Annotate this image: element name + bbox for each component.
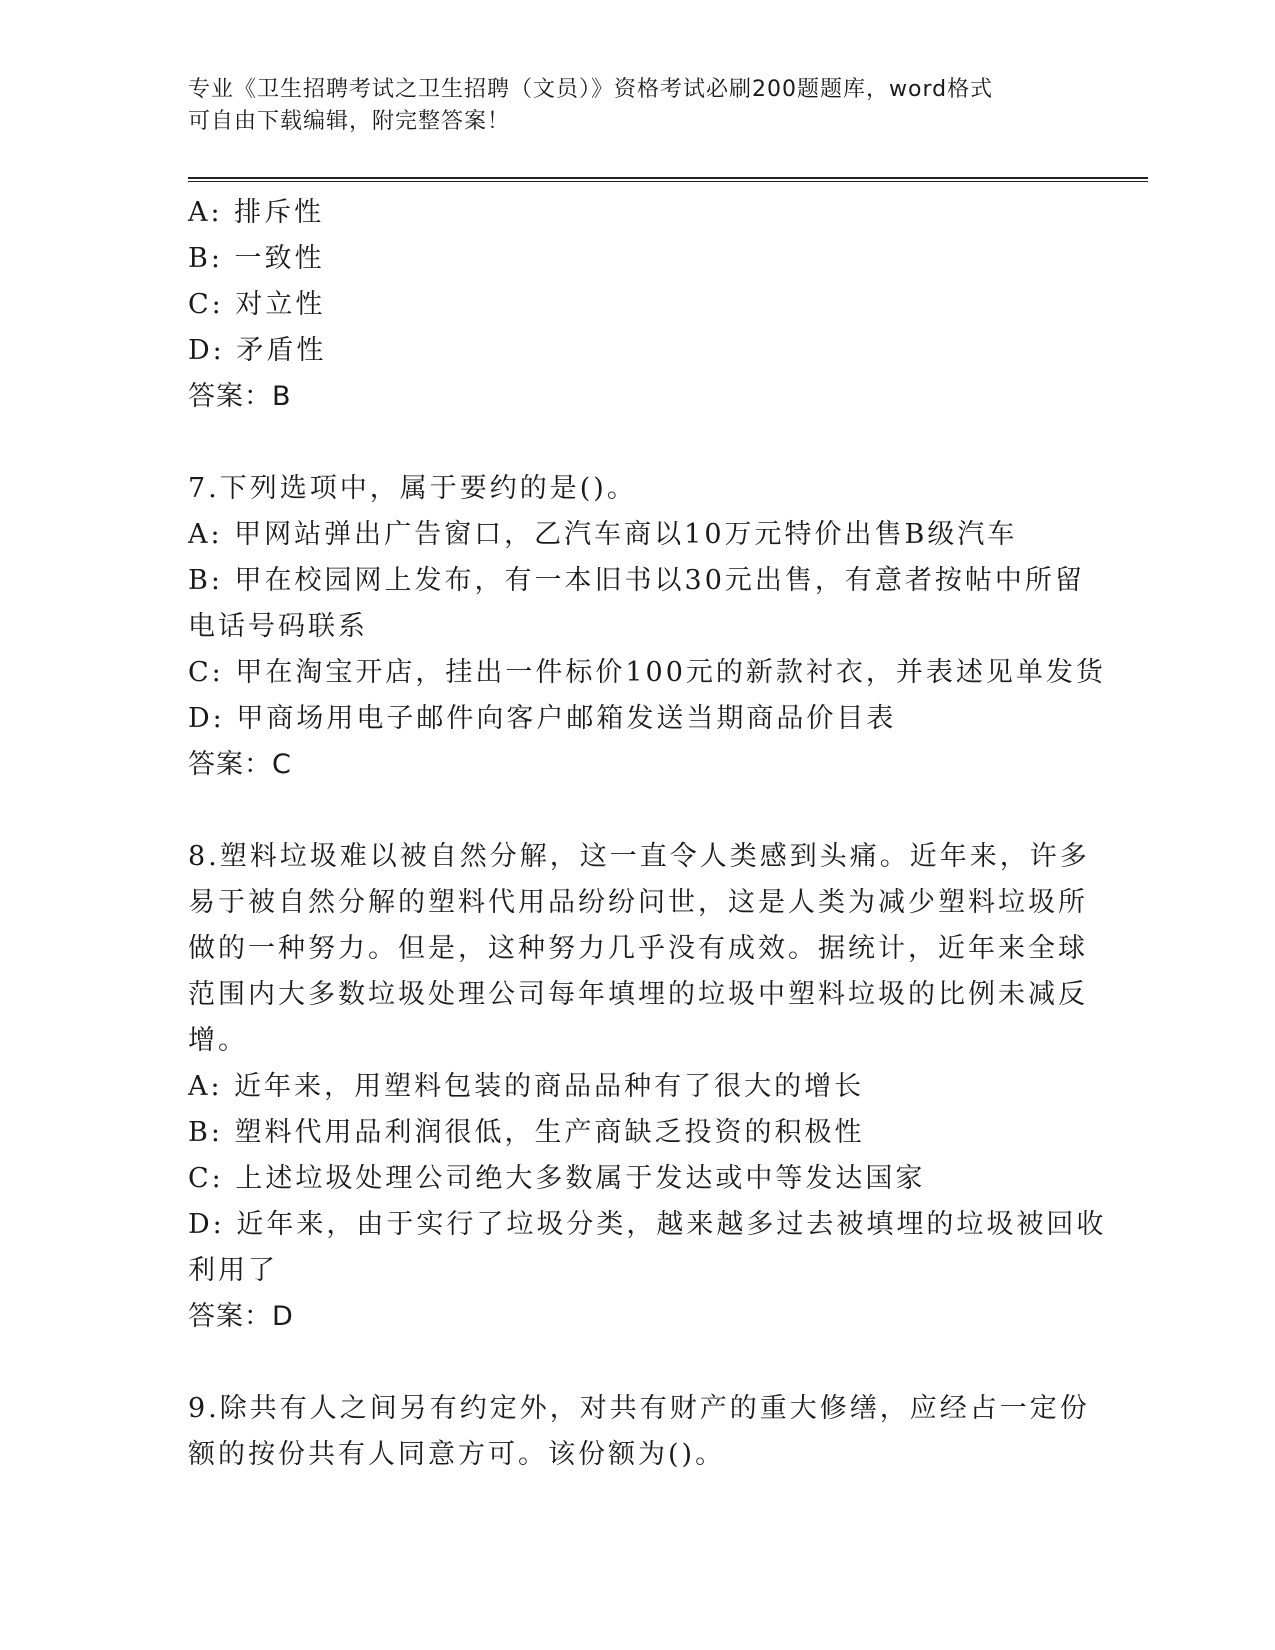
question-7-block bbox=[188, 466, 1106, 788]
spacer bbox=[188, 420, 1088, 466]
header-line-1: 专业《卫生招聘考试之卫生招聘（文员）》资格考试必刷200题题库，word格式 bbox=[188, 77, 994, 102]
answer-line: 答案：B bbox=[188, 381, 292, 412]
answer-line: 答案：C bbox=[188, 749, 292, 780]
question-text-line-2: 额的按份共有人同意方可。该份额为()。 bbox=[188, 1439, 726, 1470]
document-header bbox=[188, 74, 1068, 138]
option-d: D: 矛盾性 bbox=[188, 335, 327, 366]
question-text-line-4: 范围内大多数垃圾处理公司每年填埋的垃圾中塑料垃圾的比例未减反 bbox=[188, 979, 1088, 1010]
option-b-line-2: 电话号码联系 bbox=[188, 611, 368, 642]
question-text-line-1: 9.除共有人之间另有约定外，对共有财产的重大修缮，应经占一定份 bbox=[188, 1393, 1090, 1424]
header-line-2: 可自由下载编辑，附完整答案！ bbox=[188, 109, 511, 134]
document-body bbox=[188, 190, 1107, 1478]
option-c: C: 对立性 bbox=[188, 289, 326, 320]
option-b: B: 塑料代用品利润很低，生产商缺乏投资的积极性 bbox=[188, 1117, 865, 1148]
option-d-line-2: 利用了 bbox=[188, 1255, 278, 1286]
option-a: A: 甲网站弹出广告窗口，乙汽车商以10万元特价出售B级汽车 bbox=[188, 519, 1018, 550]
question-text: 7.下列选项中，属于要约的是()。 bbox=[188, 473, 637, 504]
question-9-block bbox=[188, 1386, 1088, 1478]
option-c: C: 甲在淘宝开店，挂出一件标价100元的新款衬衣，并表述见单发货 bbox=[188, 657, 1106, 688]
question-text-line-5: 增。 bbox=[188, 1025, 248, 1056]
header-divider bbox=[188, 177, 1148, 182]
question-text-line-2: 易于被自然分解的塑料代用品纷纷问世，这是人类为减少塑料垃圾所 bbox=[188, 887, 1088, 918]
option-d-line-1: D: 近年来，由于实行了垃圾分类，越来越多过去被填埋的垃圾被回收 bbox=[188, 1209, 1107, 1240]
spacer bbox=[188, 788, 1088, 834]
answer-line: 答案：D bbox=[188, 1301, 294, 1332]
option-a: A: 近年来，用塑料包装的商品品种有了很大的增长 bbox=[188, 1071, 865, 1102]
question-6-block bbox=[188, 190, 1088, 420]
option-b: B: 一致性 bbox=[188, 243, 325, 274]
option-b-line-1: B: 甲在校园网上发布，有一本旧书以30元出售，有意者按帖中所留 bbox=[188, 565, 1085, 596]
question-text-line-3: 做的一种努力。但是，这种努力几乎没有成效。据统计，近年来全球 bbox=[188, 933, 1088, 964]
question-text-line-1: 8.塑料垃圾难以被自然分解，这一直令人类感到头痛。近年来，许多 bbox=[188, 841, 1090, 872]
option-c: C: 上述垃圾处理公司绝大多数属于发达或中等发达国家 bbox=[188, 1163, 926, 1194]
spacer bbox=[188, 1340, 1088, 1386]
option-d: D: 甲商场用电子邮件向客户邮箱发送当期商品价目表 bbox=[188, 703, 897, 734]
option-a: A: 排斥性 bbox=[188, 197, 325, 228]
question-8-block bbox=[188, 834, 1107, 1340]
